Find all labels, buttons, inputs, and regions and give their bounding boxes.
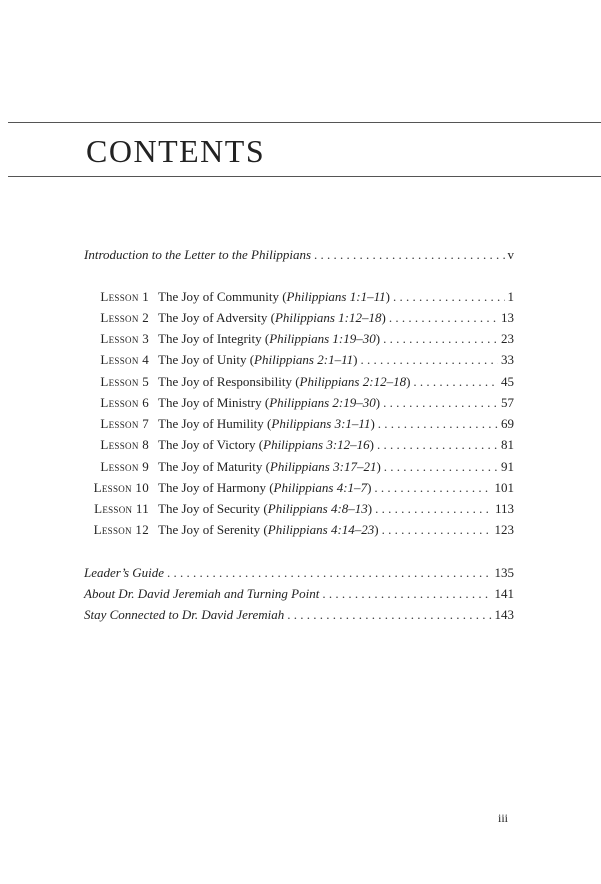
lesson-label: Lesson 1 bbox=[100, 289, 149, 304]
lesson-reference: Philippians 3:1–11 bbox=[271, 416, 371, 431]
lesson-title-close: ) bbox=[406, 374, 411, 389]
toc-lesson-entry[interactable] bbox=[84, 373, 514, 391]
lesson-label: Lesson 5 bbox=[100, 374, 149, 389]
page-title: CONTENTS bbox=[86, 133, 266, 169]
lesson-reference: Philippians 2:19–30 bbox=[269, 395, 376, 410]
toc-page-number: 33 bbox=[501, 352, 514, 367]
toc-lesson-entry[interactable] bbox=[84, 394, 514, 412]
toc-lesson-entry[interactable] bbox=[84, 458, 514, 476]
toc-lesson-entry[interactable] bbox=[84, 479, 514, 497]
lesson-title-close: ) bbox=[376, 459, 381, 474]
toc-extra-entry[interactable] bbox=[84, 585, 514, 603]
lesson-title-close: ) bbox=[353, 352, 358, 367]
dot-leaders bbox=[378, 415, 498, 433]
toc-lesson-entry[interactable] bbox=[84, 351, 514, 369]
toc-lesson-entry[interactable] bbox=[84, 330, 514, 348]
toc-page-number: 135 bbox=[494, 565, 514, 580]
title-bottom-rule bbox=[8, 176, 601, 177]
dot-leaders bbox=[383, 330, 498, 348]
lesson-title-close: ) bbox=[369, 437, 374, 452]
lesson-label: Lesson 3 bbox=[100, 331, 149, 346]
lesson-title-close: ) bbox=[381, 310, 386, 325]
toc-extra-text: Stay Connected to Dr. David Jeremiah bbox=[84, 607, 285, 622]
lesson-title: The Joy of Maturity ( bbox=[158, 459, 270, 474]
lesson-reference: Philippians 4:14–23 bbox=[267, 522, 375, 537]
lesson-title: The Joy of Adversity ( bbox=[158, 310, 275, 325]
lesson-title: The Joy of Victory ( bbox=[158, 437, 264, 452]
lesson-title-close: ) bbox=[367, 501, 373, 516]
dot-leaders bbox=[287, 606, 491, 624]
lesson-title-close: ) bbox=[370, 416, 375, 431]
toc-intro-entry[interactable] bbox=[84, 246, 514, 264]
lesson-title-close: ) bbox=[374, 522, 379, 537]
toc-extra-text: About Dr. David Jeremiah and Turning Point bbox=[84, 586, 320, 601]
dot-leaders bbox=[167, 564, 491, 582]
lesson-title: The Joy of Community ( bbox=[158, 289, 287, 304]
dot-leaders bbox=[374, 479, 491, 497]
lesson-reference: Philippians 4:1–7 bbox=[273, 480, 368, 495]
dot-leaders bbox=[384, 458, 498, 476]
lesson-reference: Philippians 1:12–18 bbox=[274, 310, 382, 325]
lesson-label: Lesson 6 bbox=[100, 395, 149, 410]
toc-page-number: 143 bbox=[494, 607, 514, 622]
dot-leaders bbox=[360, 351, 498, 369]
lesson-title: The Joy of Unity ( bbox=[158, 352, 255, 367]
lesson-reference: Philippians 2:12–18 bbox=[299, 374, 407, 389]
lesson-title-close: ) bbox=[367, 480, 372, 495]
toc-page-number: 45 bbox=[501, 374, 514, 389]
toc-page-number: 113 bbox=[494, 501, 514, 516]
toc-lesson-entry[interactable] bbox=[84, 521, 514, 539]
top-rule bbox=[8, 122, 601, 123]
toc-lesson-entry[interactable] bbox=[84, 500, 514, 518]
dot-leaders bbox=[413, 373, 498, 391]
lesson-reference: Philippians 1:19–30 bbox=[269, 331, 376, 346]
dot-leaders bbox=[389, 309, 498, 327]
lesson-label: Lesson 11 bbox=[94, 501, 149, 516]
lesson-label: Lesson 4 bbox=[100, 352, 149, 367]
lesson-title: The Joy of Integrity ( bbox=[158, 331, 270, 346]
dot-leaders bbox=[377, 436, 498, 454]
toc-page-number: v bbox=[507, 247, 514, 262]
toc-page-number: 13 bbox=[501, 310, 514, 325]
dot-leaders bbox=[383, 394, 498, 412]
lesson-label: Lesson 8 bbox=[100, 437, 149, 452]
toc-page-number: 1 bbox=[507, 289, 514, 304]
toc-extra-entry[interactable] bbox=[84, 564, 514, 582]
toc-page-number: 123 bbox=[494, 522, 514, 537]
lesson-reference: Philippians 3:12–16 bbox=[263, 437, 370, 452]
lesson-title: The Joy of Humility ( bbox=[158, 416, 272, 431]
dot-leaders bbox=[375, 500, 492, 518]
lesson-label: Lesson 10 bbox=[93, 480, 149, 495]
toc-lesson-entry[interactable] bbox=[84, 309, 514, 327]
toc-extra-entry[interactable] bbox=[84, 606, 514, 624]
toc-page-number: 141 bbox=[494, 586, 514, 601]
dot-leaders bbox=[382, 521, 492, 539]
toc-page-number: 91 bbox=[501, 459, 514, 474]
dot-leaders bbox=[322, 585, 491, 603]
lesson-label: Lesson 2 bbox=[100, 310, 149, 325]
lesson-title-close: ) bbox=[375, 331, 381, 346]
lesson-reference: Philippians 1:1–11 bbox=[286, 289, 386, 304]
toc-lesson-entry[interactable] bbox=[84, 415, 514, 433]
toc-page-number: 101 bbox=[494, 480, 514, 495]
dot-leaders bbox=[393, 288, 505, 306]
toc-page-number: 23 bbox=[501, 331, 514, 346]
toc-lesson-entry[interactable] bbox=[84, 288, 514, 306]
lesson-title-close: ) bbox=[385, 289, 390, 304]
lesson-title-close: ) bbox=[375, 395, 381, 410]
page-number: iii bbox=[498, 811, 509, 825]
lesson-title: The Joy of Responsibility ( bbox=[158, 374, 300, 389]
lesson-label: Lesson 7 bbox=[100, 416, 149, 431]
lesson-reference: Philippians 4:8–13 bbox=[267, 501, 368, 516]
lesson-label: Lesson 9 bbox=[100, 459, 149, 474]
lesson-reference: Philippians 2:1–11 bbox=[254, 352, 354, 367]
lesson-label: Lesson 12 bbox=[93, 522, 149, 537]
toc-intro-text: Introduction to the Letter to the Philippians bbox=[84, 247, 311, 262]
lesson-title: The Joy of Ministry ( bbox=[158, 395, 270, 410]
toc-lesson-entry[interactable] bbox=[84, 436, 514, 454]
lesson-title: The Joy of Harmony ( bbox=[158, 480, 274, 495]
lesson-title: The Joy of Serenity ( bbox=[158, 522, 268, 537]
toc-page-number: 69 bbox=[501, 416, 514, 431]
toc-extra-text: Leader’s Guide bbox=[84, 565, 165, 580]
dot-leaders bbox=[314, 246, 505, 264]
toc-page-number: 81 bbox=[501, 437, 514, 452]
lesson-title: The Joy of Security ( bbox=[158, 501, 268, 516]
toc-page-number: 57 bbox=[501, 395, 514, 410]
lesson-reference: Philippians 3:17–21 bbox=[269, 459, 377, 474]
